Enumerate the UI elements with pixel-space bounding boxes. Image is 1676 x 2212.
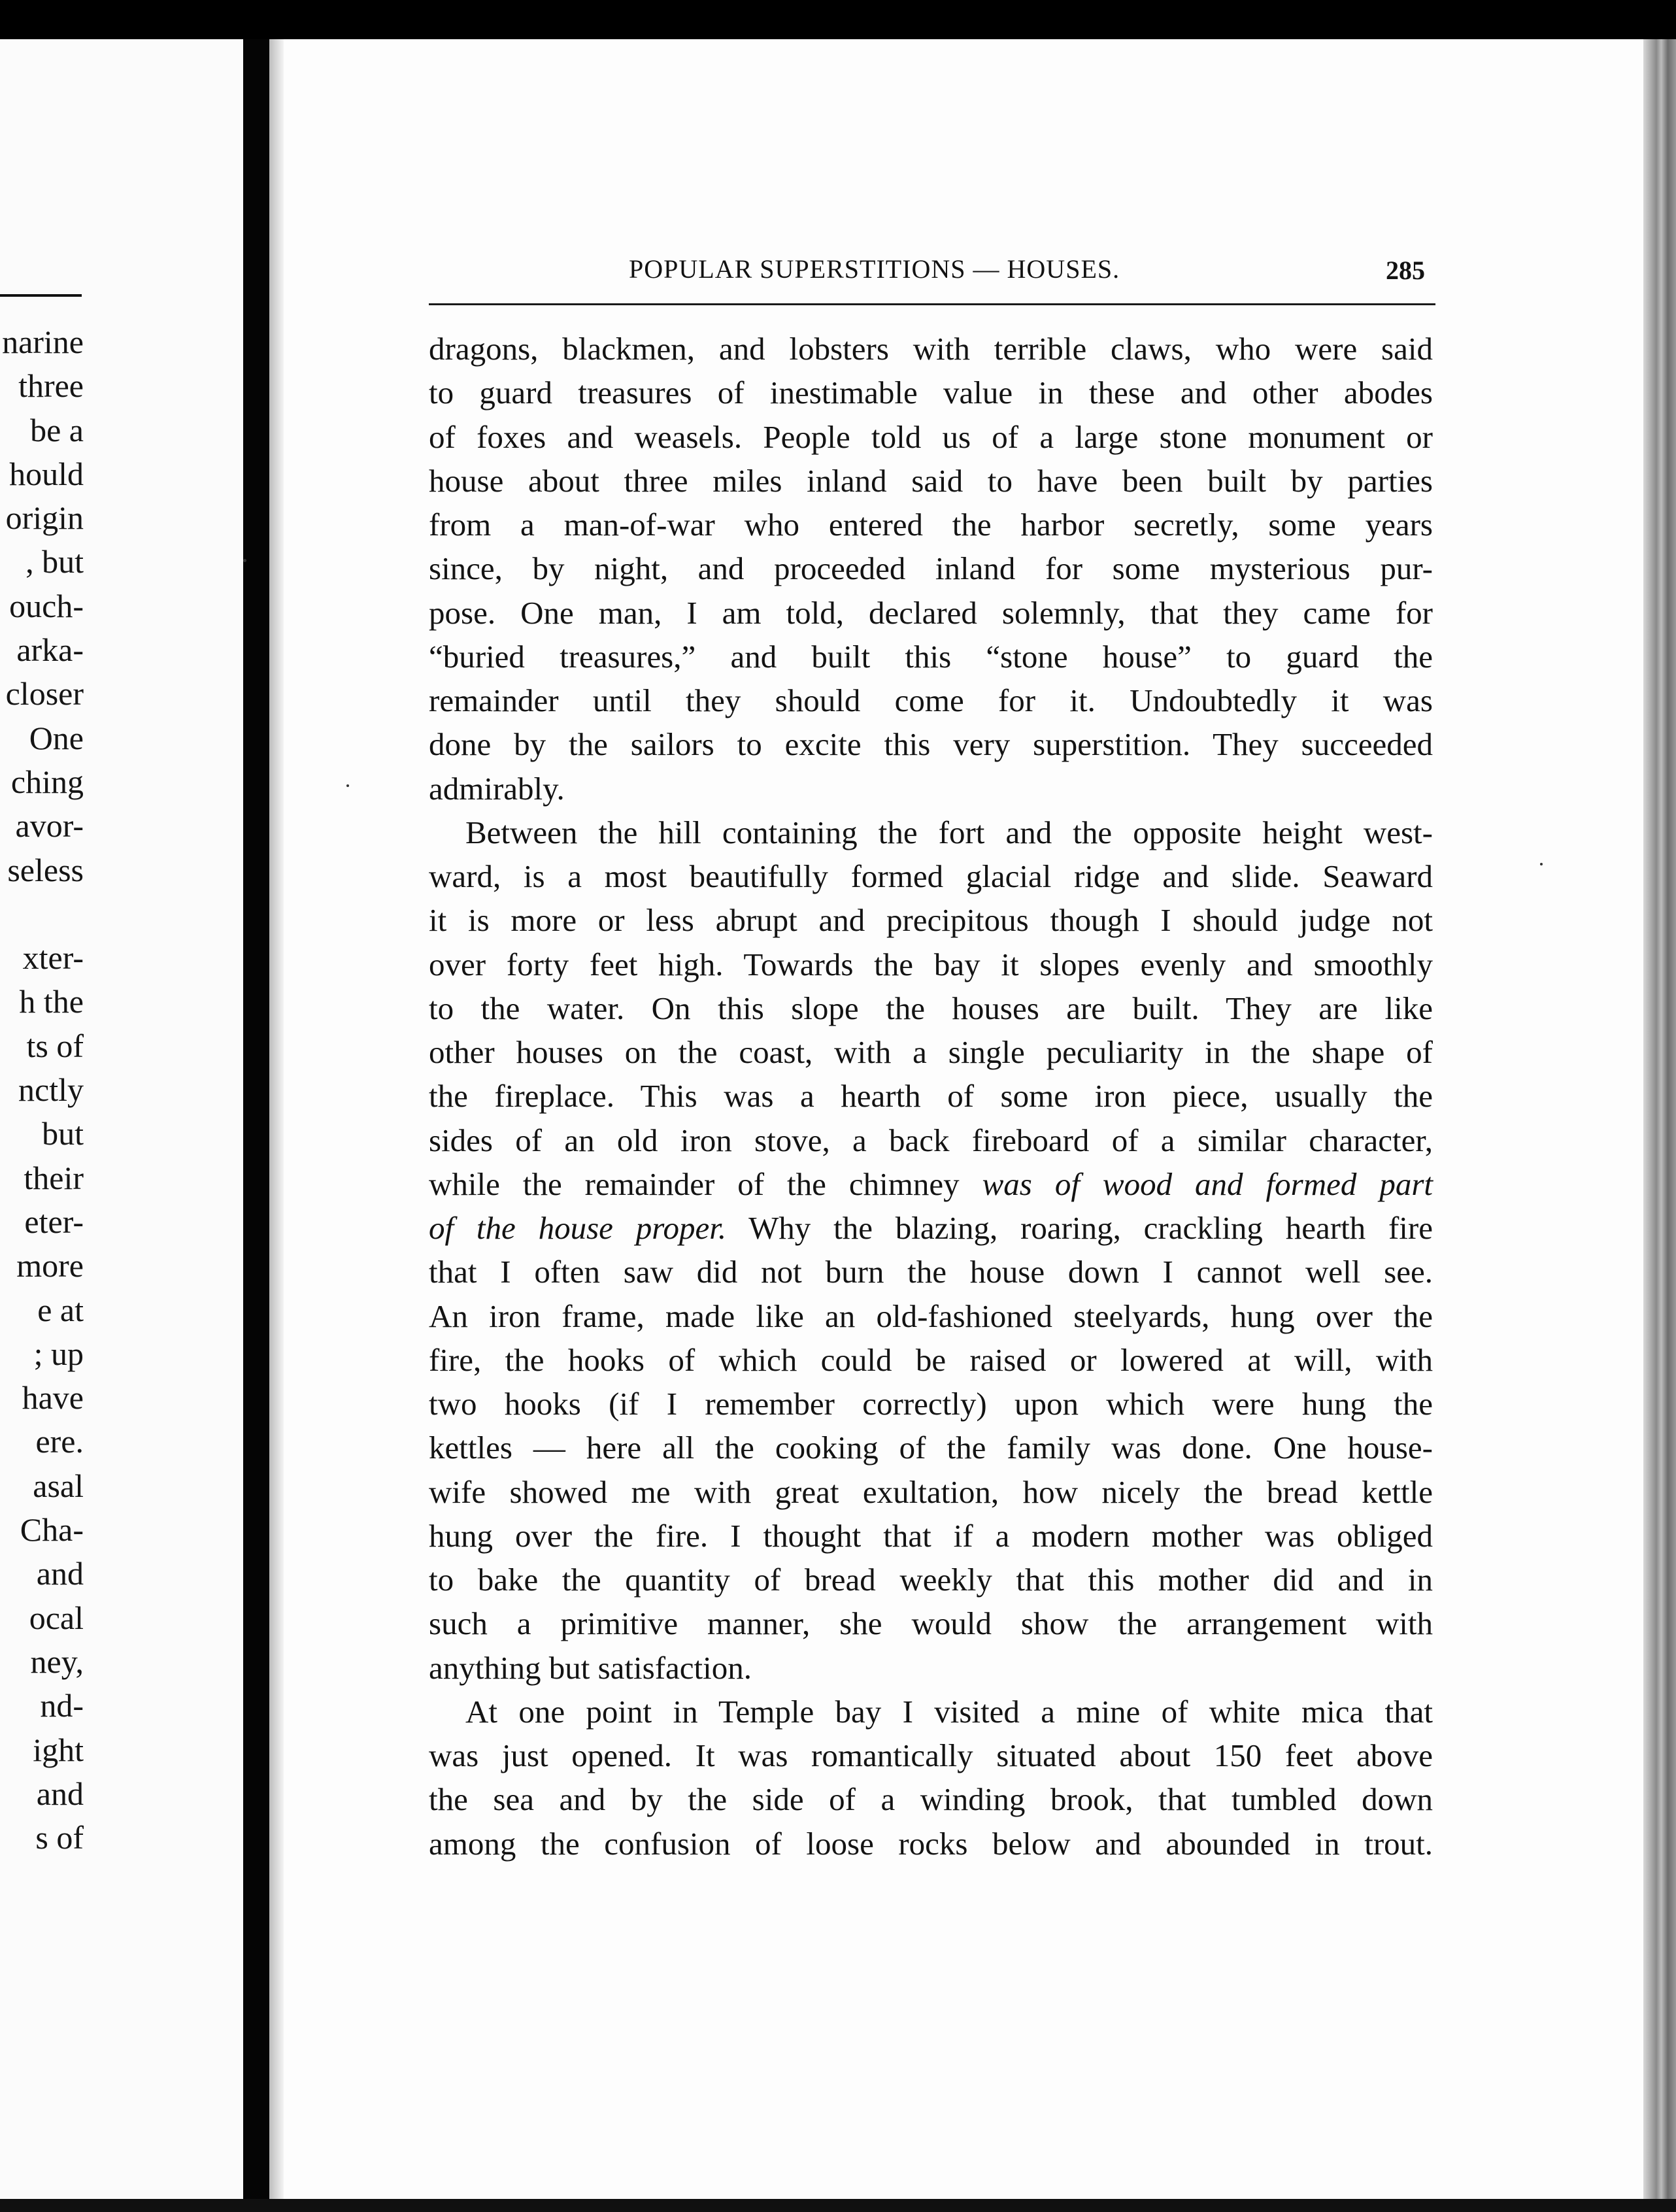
line-text: At one point in Temple bay I visited a mine of white mica that <box>465 1693 1433 1730</box>
left-page-fragment: ere. <box>35 1423 84 1460</box>
page-number: 285 <box>1386 256 1425 285</box>
left-page-fragment: and <box>36 1555 84 1592</box>
text-line <box>429 1822 1433 1866</box>
line-text: wife showed me with great exultation, how nicely the bread kettle <box>429 1473 1433 1510</box>
line-text: such a primitive manner, she would show the arrangement with <box>429 1605 1433 1642</box>
left-page-fragment: ouch- <box>9 587 84 624</box>
text-line <box>429 1426 1433 1469</box>
line-text: hung over the fire. I thought that if a modern mother was obliged <box>429 1517 1433 1554</box>
left-page-fragment: nd- <box>40 1687 84 1724</box>
text-line <box>429 898 1433 942</box>
line-text: while the remainder of the chimney <box>429 1165 960 1202</box>
line-text: “buried treasures,” and built this “stone house” to guard the <box>429 638 1433 675</box>
line-text: over forty feet high. Towards the bay it slopes evenly and smoothly <box>429 946 1433 982</box>
left-page-fragment: s of <box>35 1819 84 1856</box>
scan-top-border <box>0 0 1676 39</box>
left-page-fragment: hould <box>9 455 84 492</box>
text-line <box>429 1338 1433 1382</box>
text-line <box>429 327 1433 371</box>
left-page-fragment: be a <box>30 411 84 448</box>
line-text: to bake the quantity of bread weekly that this mother did and in <box>429 1562 1433 1598</box>
text-line <box>429 1030 1433 1074</box>
left-page-fragment: ocal <box>29 1599 84 1636</box>
line-text: Why the blazing, roaring, crackling hearth fire <box>748 1210 1433 1246</box>
left-page-fragment: more <box>16 1247 84 1284</box>
page-stack-edge <box>1643 39 1676 2212</box>
text-line <box>429 546 1433 590</box>
text-line <box>429 1690 1433 1734</box>
line-text: it is more or less abrupt and precipitous though I should judge not <box>429 902 1433 939</box>
gutter-shadow <box>269 39 284 2212</box>
text-line <box>429 1646 1433 1690</box>
left-page-fragment: ney, <box>30 1643 84 1680</box>
left-page-fragment <box>0 892 84 936</box>
line-text: Between the hill containing the fort and the opposite height west- <box>465 814 1433 850</box>
text-line <box>429 415 1433 459</box>
line-text: remainder until they should come for it. Undoubtedly it was <box>429 682 1433 718</box>
text-line <box>429 1777 1433 1821</box>
left-page-fragment: but <box>42 1115 84 1152</box>
text-line <box>429 635 1433 679</box>
text-line <box>429 811 1433 854</box>
line-text: the sea and by the side of a winding brook, that tumbled down <box>429 1781 1433 1818</box>
line-text: since, by night, and proceeded inland for some mysterious pur- <box>429 550 1433 587</box>
line-text: An iron frame, made like an old-fashioned steelyards, hung over the <box>429 1298 1433 1334</box>
text-line <box>429 1470 1433 1514</box>
left-page-fragment: avor- <box>15 807 84 845</box>
line-text: from a man-of-war who entered the harbor secretly, some years <box>429 507 1433 543</box>
italic-span: of the house proper. <box>429 1210 727 1246</box>
line-text: to the water. On this slope the houses are built. They are like <box>429 990 1433 1026</box>
text-line <box>429 1074 1433 1118</box>
text-line <box>429 1734 1433 1777</box>
left-page-fragment: ; up <box>33 1335 84 1372</box>
scan-speck <box>346 784 349 787</box>
line-text: sides of an old iron stove, a back fireboard of a similar character, <box>429 1122 1433 1158</box>
line-text: pose. One man, I am told, declared solemnly, that they came for <box>429 594 1433 631</box>
text-line <box>429 591 1433 635</box>
text-line <box>429 943 1433 986</box>
line-text: that I often saw did not burn the house down I cannot well see. <box>429 1254 1433 1290</box>
left-page-fragment: ching <box>10 763 84 800</box>
text-line <box>429 1514 1433 1558</box>
line-text: ward, is a most beautifully formed glacial ridge and slide. Seaward <box>429 858 1433 894</box>
left-page-fragment: ight <box>33 1731 84 1768</box>
line-text: other houses on the coast, with a single peculiarity in the shape of <box>429 1034 1433 1070</box>
text-line <box>429 503 1433 546</box>
header-rule <box>429 303 1435 305</box>
left-page-fragment: eter- <box>24 1203 84 1240</box>
text-line <box>429 1601 1433 1645</box>
line-text: to guard treasures of inestimable value in these and other abodes <box>429 375 1433 411</box>
text-line <box>429 767 1433 811</box>
line-text: of foxes and weasels. People told us of a large stone monument or <box>429 418 1433 455</box>
left-page-fragment: xter- <box>22 939 84 977</box>
left-page-fragment-list <box>0 320 84 1860</box>
text-line <box>429 1118 1433 1162</box>
text-line <box>429 371 1433 414</box>
text-line <box>429 1162 1433 1206</box>
left-page-fragment: origin <box>5 499 84 537</box>
scan-speck <box>243 559 246 562</box>
text-line <box>429 1294 1433 1338</box>
text-line <box>429 1250 1433 1294</box>
left-page-fragment: e at <box>37 1291 84 1328</box>
left-page-text-fragments <box>0 320 84 1860</box>
line-text: house about three miles inland said to have been built by parties <box>429 462 1433 499</box>
left-page-fragment: their <box>24 1159 84 1196</box>
running-title: POPULAR SUPERSTITIONS — HOUSES. <box>629 254 1120 284</box>
line-text: among the confusion of loose rocks below and abounded in trout. <box>429 1825 1433 1862</box>
line-text: the fireplace. This was a hearth of some iron piece, usually the <box>429 1078 1433 1114</box>
text-line <box>429 1206 1433 1250</box>
left-page-fragment: h the <box>19 983 84 1020</box>
line-text: fire, the hooks of which could be raised or lowered at will, with <box>429 1341 1433 1378</box>
text-line <box>429 1558 1433 1601</box>
text-line <box>429 1382 1433 1426</box>
text-line <box>429 459 1433 503</box>
text-line <box>429 679 1433 722</box>
line-text: admirably. <box>429 770 565 807</box>
left-page-fragment: and <box>36 1775 84 1812</box>
line-text: was just opened. It was romantically situated about 150 feet above <box>429 1737 1433 1773</box>
line-text: two hooks (if I remember correctly) upon which were hung the <box>429 1386 1433 1422</box>
left-page-fragment: , but <box>25 543 84 580</box>
left-page-fragment: closer <box>5 675 84 712</box>
text-line <box>429 722 1433 766</box>
italic-span: was of wood and formed part <box>982 1165 1433 1202</box>
line-text: done by the sailors to excite this very superstition. They succeeded <box>429 726 1433 763</box>
text-line <box>429 986 1433 1030</box>
body-text <box>429 327 1433 1866</box>
left-page-fragment: three <box>18 367 84 405</box>
left-page-fragment: One <box>29 719 84 756</box>
text-line <box>429 854 1433 898</box>
left-page-rule <box>0 294 82 297</box>
book-gutter <box>243 39 269 2212</box>
left-page-fragment: arka- <box>16 631 84 669</box>
scan-speck <box>1540 863 1543 865</box>
left-page-fragment: asal <box>33 1467 84 1504</box>
left-page-fragment: nctly <box>18 1071 84 1109</box>
left-page-fragment: seless <box>7 851 84 888</box>
line-text: kettles — here all the cooking of the family was done. One house- <box>429 1430 1433 1466</box>
scan-bottom-border <box>0 2199 1676 2212</box>
line-text: dragons, blackmen, and lobsters with terrible claws, who were said <box>429 331 1433 367</box>
left-page-fragment: narine <box>2 324 84 360</box>
left-page-fragment: ts of <box>26 1027 84 1064</box>
left-page-fragment: Cha- <box>20 1511 84 1549</box>
line-text: anything but satisfaction. <box>429 1649 752 1686</box>
left-page-fragment: have <box>22 1379 84 1416</box>
